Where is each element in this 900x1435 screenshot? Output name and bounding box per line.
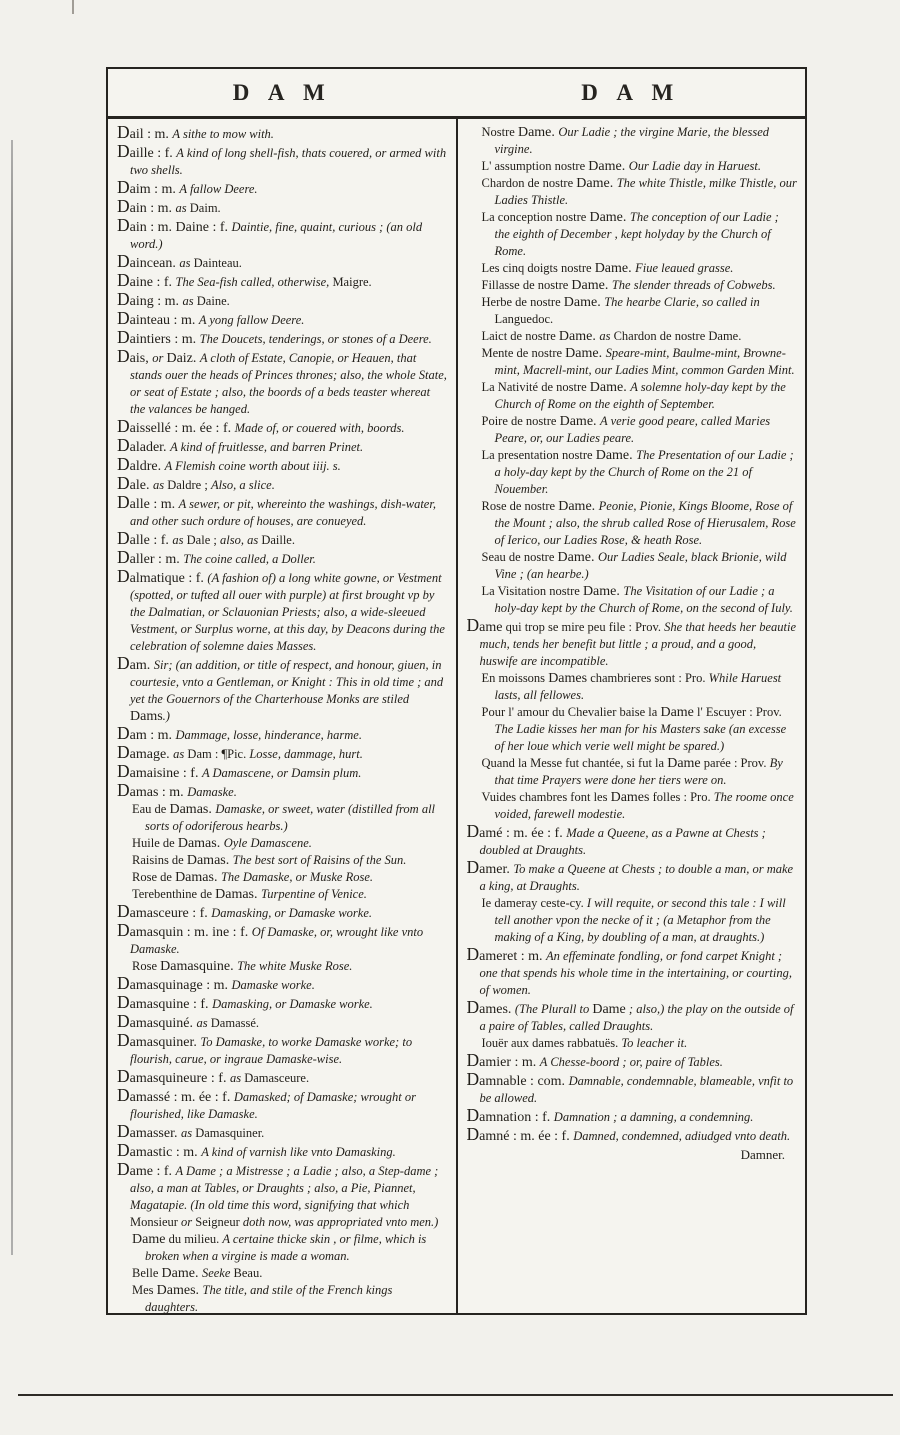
entry-gloss: A Flemish coine worth about iiij. s. xyxy=(164,459,341,473)
entry-gloss: A kind of fruitlesse, and barren Prinet. xyxy=(170,440,364,454)
entry-gloss: The title, and stile of the French kings daughters. xyxy=(145,1283,393,1313)
dictionary-entry xyxy=(117,975,448,994)
dictionary-entry xyxy=(132,801,448,835)
entry-gloss: Made of, or couered with, boords. xyxy=(234,421,405,435)
entry-gloss: Fiue leaued grasse. xyxy=(635,261,734,275)
entry-gloss: as xyxy=(196,1016,211,1030)
entry-term: Damas. xyxy=(177,836,224,851)
entry-gloss: To Damaske, to worke Damaske worke; to flourish, carue, or ingraue Damaske-wise. xyxy=(130,1035,413,1066)
dictionary-entry xyxy=(117,198,448,217)
dictionary-entry xyxy=(117,217,448,253)
entry-gloss: A yong fallow Deere. xyxy=(198,313,305,327)
entry-gloss: A sewer, or pit, whereinto the washings, dish-water, and other such ordure of houses, are conueyed. xyxy=(130,497,436,528)
entry-term: Dame. xyxy=(588,159,629,174)
dictionary-entry xyxy=(132,1265,448,1282)
entry-gloss: The slender threads of Cobwebs. xyxy=(611,278,776,292)
running-head-left: D A M xyxy=(232,79,332,105)
dictionary-entry xyxy=(482,328,798,345)
entry-gloss: as xyxy=(599,329,614,343)
dictionary-entry xyxy=(482,789,798,823)
entry-gloss: A Chesse-boord ; or, paire of Tables. xyxy=(539,1055,723,1069)
entry-term: Rose xyxy=(132,959,161,973)
dictionary-entry xyxy=(482,895,798,946)
entry-term: Dame. xyxy=(517,125,559,140)
entry-term: qui trop se mire peu file : Prov. xyxy=(502,620,665,634)
dictionary-entry xyxy=(467,946,798,999)
entry-term: Dalader. xyxy=(117,435,171,455)
entry-gloss: The hearbe Clarie, so called in xyxy=(604,295,760,309)
entry-term: Dame. xyxy=(557,550,598,565)
entry-gloss: Damasking, or Damaske worke. xyxy=(211,906,373,920)
entry-term: Daine. xyxy=(196,294,230,308)
entry-term: Damassé : m. ée : f. xyxy=(117,1085,234,1105)
entry-gloss: A certaine thicke skin , or filme, which is broken when a virgine is made a woman. xyxy=(145,1232,427,1263)
entry-gloss: A solemne holy-day kept by the Church of Rome on the eighth of September. xyxy=(494,380,786,411)
entry-gloss: The Sea-fish called, otherwise, xyxy=(175,275,333,289)
dictionary-entry xyxy=(117,655,448,725)
entry-gloss: A sithe to mow with. xyxy=(172,127,274,141)
entry-term: Pour l' amour du Chevalier baise la xyxy=(481,705,661,719)
entry-term: L' assumption nostre xyxy=(481,159,589,173)
entry-gloss: While Haruest lasts, all fellowes. xyxy=(494,671,782,702)
entry-gloss: Dammage, losse, hinderance, harme. xyxy=(175,728,362,742)
entry-term: Damasquineure : f. xyxy=(117,1066,230,1086)
entry-term: Damer. xyxy=(466,857,514,877)
scan-edge-artifact-left xyxy=(11,140,13,1255)
entry-term: Chardon de nostre Dame. xyxy=(613,329,742,343)
dictionary-entry xyxy=(482,294,798,328)
entry-term: Damnable : com. xyxy=(466,1069,569,1089)
column-left xyxy=(108,119,456,1313)
entry-term: Dainteau : m. xyxy=(117,308,199,328)
entry-gloss: The Doucets, tenderings, or stones of a Deere. xyxy=(199,332,432,346)
entry-term: folles : Pro. xyxy=(649,790,714,804)
entry-term: Herbe de nostre xyxy=(481,295,564,309)
entry-gloss: She that heeds her beautie much, tends her benefit but little ; a proud, and a good, huswife are incompatible. xyxy=(479,620,797,668)
entry-gloss: I will requite, or second this tale : I will tell another vpon the necke of it ; (a Metaphor from the making of a King, by doubling of a man, at draughts.) xyxy=(494,896,786,944)
entry-term: Daim. xyxy=(189,201,221,215)
entry-gloss: Damasked; of Damaske; wrought or flourished, like Damaske. xyxy=(130,1090,416,1121)
entry-gloss: A kind of long shell-fish, thats couered, or armed with two shells. xyxy=(130,146,447,177)
entry-term: Dame xyxy=(660,705,694,720)
entry-term: Daldre. xyxy=(117,454,165,474)
entry-gloss: as xyxy=(180,1126,196,1140)
text-columns xyxy=(108,119,805,1313)
dictionary-entry xyxy=(117,291,448,310)
entry-gloss: To leacher it. xyxy=(621,1036,688,1050)
entry-term: Damasceure. xyxy=(244,1071,310,1085)
entry-term: Iouër aux dames rabbatuës. xyxy=(481,1036,622,1050)
entry-gloss: Losse, dammage, hurt. xyxy=(249,747,363,761)
entry-term: Dalle : f. xyxy=(117,528,173,548)
entry-term: Dame. xyxy=(589,210,630,225)
dictionary-entry xyxy=(467,823,798,859)
entry-term: Damas. xyxy=(186,853,233,868)
entry-gloss: as xyxy=(175,201,190,215)
entry-gloss: Our Ladie day in Haruest. xyxy=(628,159,761,173)
entry-term: La conception nostre xyxy=(481,210,590,224)
running-head-right: D A M xyxy=(581,79,681,105)
entry-gloss: as xyxy=(172,533,187,547)
dictionary-entry xyxy=(482,277,798,294)
dictionary-entry xyxy=(467,1071,798,1107)
entry-term: Rose de xyxy=(132,870,176,884)
entry-term: du milieu. xyxy=(165,1232,223,1246)
dictionary-entry xyxy=(117,725,448,744)
dictionary-entry xyxy=(482,447,798,498)
entry-gloss: A verie good peare, called Maries Peare, or, our Ladies peare. xyxy=(494,414,771,445)
entry-gloss: Damnation ; a damning, a condemning. xyxy=(553,1110,754,1124)
entry-term: La presentation nostre xyxy=(481,448,596,462)
entry-term: Dame. xyxy=(595,448,637,463)
entry-gloss: Our Ladie ; the virgine Marie, the blessed virgine. xyxy=(494,125,769,156)
entry-gloss: Made a Queene, as a Pawne at Chests ; doubled at Draughts. xyxy=(479,826,766,857)
entry-term: Dame xyxy=(466,615,503,635)
dictionary-entry xyxy=(482,158,798,175)
dictionary-entry xyxy=(117,744,448,763)
entry-term: Dames. xyxy=(156,1283,203,1298)
dictionary-entry xyxy=(467,859,798,895)
dictionary-entry xyxy=(482,175,798,209)
entry-term: Dames xyxy=(548,671,588,686)
entry-term: Daller : m. xyxy=(117,547,184,567)
entry-term: Dame. xyxy=(565,346,606,361)
entry-term: Damasser. xyxy=(117,1121,181,1141)
entry-term: Nostre xyxy=(481,125,518,139)
dictionary-entry xyxy=(117,329,448,348)
entry-gloss: Damnable, condemnable, blameable, vnfit to be allowed. xyxy=(479,1074,794,1105)
entry-gloss: The conception of our Ladie ; the eighth of December , kept holyday by the Church of Rome. xyxy=(494,210,779,258)
dictionary-entry xyxy=(482,124,798,158)
entry-term: Damasquiner. xyxy=(195,1126,265,1140)
entry-term: Damasquine. xyxy=(160,959,238,974)
dictionary-entry xyxy=(132,835,448,852)
entry-term: Damasceure : f. xyxy=(117,901,212,921)
entry-term: Dame. xyxy=(594,261,636,276)
catchword: Damner. xyxy=(740,1147,785,1162)
entry-term: Dame xyxy=(667,756,701,771)
entry-gloss: The Damaske, or Muske Rose. xyxy=(220,870,374,884)
entry-gloss: Speare-mint, Baulme-mint, Browne-mint, Macrell-mint, our Ladies Mint, common Garden Mint. xyxy=(494,346,795,377)
dictionary-entry xyxy=(482,498,798,549)
entry-term: chambrieres sont : Pro. xyxy=(587,671,709,685)
dictionary-entry xyxy=(132,852,448,869)
entry-term: Dam. xyxy=(117,653,154,673)
entry-term: Damas. xyxy=(215,887,262,902)
entry-gloss: The roome once voided, farewell modestie. xyxy=(494,790,794,821)
entry-term: Terebenthine de xyxy=(132,887,216,901)
entry-gloss: The white Thistle, milke Thistle, our Ladies Thistle. xyxy=(494,176,797,207)
entry-term: Damastic : m. xyxy=(117,1140,202,1160)
entry-gloss: A Damascene, or Damsin plum. xyxy=(201,766,362,780)
dictionary-entry xyxy=(117,782,448,801)
dictionary-entry xyxy=(117,903,448,922)
entry-gloss: as xyxy=(229,1071,245,1085)
dictionary-entry xyxy=(117,418,448,437)
dictionary-entry xyxy=(482,583,798,617)
entry-term: Seigneur xyxy=(195,1215,240,1229)
entry-term: Huile de xyxy=(132,836,178,850)
entry-term: Dain : m. xyxy=(117,196,176,216)
dictionary-entry xyxy=(482,670,798,704)
entry-gloss: Damaske worke. xyxy=(231,978,315,992)
dictionary-entry xyxy=(117,549,448,568)
entry-gloss: (The Plurall to xyxy=(514,1002,593,1016)
entry-gloss: Of Damaske, or, wrought like vnto Damaske. xyxy=(130,925,424,956)
dictionary-entry xyxy=(117,1123,448,1142)
entry-gloss: Damned, condemned, adiudged vnto death. xyxy=(573,1129,791,1143)
entry-term: Damnation : f. xyxy=(466,1105,554,1125)
entry-term: ¶Pic. xyxy=(221,747,250,761)
entry-term: Mente de nostre xyxy=(481,346,566,360)
dictionary-entry xyxy=(117,143,448,179)
entry-term: Dame. xyxy=(571,278,612,293)
page-frame xyxy=(106,67,807,1315)
entry-term: Dame. xyxy=(559,414,601,429)
dictionary-entry xyxy=(117,763,448,782)
entry-term: Les cinq doigts nostre xyxy=(481,261,595,275)
entry-term: Ie dameray ceste-cy. xyxy=(481,896,587,910)
entry-term: Languedoc. xyxy=(494,312,554,326)
entry-gloss: ; also,) the play on the outside of a paire of Tables, called Draughts. xyxy=(479,1002,794,1033)
entry-term: Damasquinage : m. xyxy=(117,973,232,993)
entry-term: Daissellé : m. ée : f. xyxy=(117,416,235,436)
entry-term: Damasquin : m. ine : f. xyxy=(117,920,252,940)
running-head-row xyxy=(108,69,805,119)
entry-term: Raisins de xyxy=(132,853,187,867)
entry-gloss: or xyxy=(152,351,167,365)
dictionary-entry xyxy=(117,1068,448,1087)
entry-gloss: By that time Prayers were done her tiers were on. xyxy=(494,756,783,787)
entry-gloss: .) xyxy=(162,709,170,723)
entry-term: Dale ; xyxy=(186,533,220,547)
dictionary-entry xyxy=(117,568,448,655)
entry-term: Daiz. xyxy=(166,351,200,366)
entry-term: Rose de nostre xyxy=(481,499,559,513)
entry-gloss: A fallow Deere. xyxy=(179,182,258,196)
entry-term: Damas : m. xyxy=(117,780,188,800)
entry-term: Dainteau. xyxy=(193,256,242,270)
entry-term: Quand la Messe fut chantée, si fut la xyxy=(481,756,668,770)
dictionary-entry xyxy=(482,549,798,583)
entry-gloss: as xyxy=(182,294,197,308)
dictionary-entry xyxy=(132,958,448,975)
entry-term: Dames xyxy=(610,790,650,805)
entry-term: Beau. xyxy=(233,1266,263,1280)
dictionary-entry xyxy=(467,1107,798,1126)
entry-term: Daille. xyxy=(261,533,295,547)
entry-term: Chardon de nostre xyxy=(481,176,577,190)
entry-term: Dame. xyxy=(558,499,599,514)
entry-term: Damas. xyxy=(169,802,216,817)
entry-term: Dams xyxy=(130,709,163,724)
entry-term: Damage. xyxy=(117,742,174,762)
entry-gloss: Damaske. xyxy=(187,785,237,799)
entry-gloss: Sir; (an addition, or title of respect, and honour, giuen, in courtesie, vnto a Gentleman, or Knight : This in old time ; and yet the Gouernors of the Charterhouse Monks are stiled xyxy=(130,658,444,706)
entry-term: Dame xyxy=(592,1002,626,1017)
dictionary-entry xyxy=(117,456,448,475)
entry-term: Dain : m. Daine : f. xyxy=(117,215,232,235)
dictionary-entry xyxy=(117,475,448,494)
dictionary-entry xyxy=(467,1052,798,1071)
entry-term: Monsieur xyxy=(130,1215,178,1229)
entry-gloss: An effeminate fondling, or fond carpet Knight ; one that spends his whole time in the intertaining, or courting, of women. xyxy=(479,949,792,997)
entry-term: Dais, xyxy=(117,346,153,366)
entry-term: Dale. xyxy=(117,473,153,493)
entry-term: Seau de nostre xyxy=(481,550,558,564)
entry-term: Laict de nostre xyxy=(481,329,559,343)
dictionary-entry xyxy=(117,1087,448,1123)
entry-term: Dame : f. xyxy=(117,1159,176,1179)
dictionary-entry xyxy=(482,704,798,755)
entry-term: Daintiers : m. xyxy=(117,327,200,347)
dictionary-entry xyxy=(467,617,798,670)
entry-term: Damasquine : f. xyxy=(117,992,213,1012)
entry-term: Poire de nostre xyxy=(481,414,560,428)
entry-term: Damasquiné. xyxy=(117,1011,197,1031)
entry-term: Dame. xyxy=(558,329,600,344)
entry-term: Daim : m. xyxy=(117,177,180,197)
column-right xyxy=(456,119,806,1313)
entry-term: Dalmatique : f. xyxy=(117,566,208,586)
dictionary-entry xyxy=(482,755,798,789)
entry-term: Fillasse de nostre xyxy=(481,278,572,292)
dictionary-entry xyxy=(132,869,448,886)
entry-gloss: A Dame ; a Mistresse ; a Ladie ; also, a Step-dame ; also, a man at Tables, or Draughts ; also, a Pie, Piannet, Magatapie. (In old time this word, signifying that which xyxy=(130,1164,439,1212)
entry-term: Dalle : m. xyxy=(117,492,179,512)
entry-gloss: Damasking, or Damaske worke. xyxy=(212,997,373,1011)
entry-term: La Visitation nostre xyxy=(481,584,583,598)
entry-gloss: Oyle Damascene. xyxy=(223,836,312,850)
dictionary-entry xyxy=(117,124,448,143)
entry-term: Dame xyxy=(132,1232,166,1247)
entry-gloss: (A fashion of) a long white gowne, or Vestment (spotted, or tufted all ouer with purple) at first brought vp by the Dalmatian, or Sclauonian Priests; also, a wide-sleeued Vestment, or Surplus worne, at this day, by Deacons during the celebration of solemne daies Masses. xyxy=(130,571,445,653)
entry-term: Dail : m. xyxy=(117,122,173,142)
dictionary-entry xyxy=(482,1035,798,1052)
entry-term: Mes xyxy=(132,1283,157,1297)
entry-term: Damas. xyxy=(175,870,221,885)
entry-term: parée : Prov. xyxy=(700,756,770,770)
entry-term: La Nativité de nostre xyxy=(481,380,590,394)
entry-term: Maigre. xyxy=(332,275,372,289)
dictionary-entry xyxy=(117,348,448,418)
entry-term: Dameret : m. xyxy=(466,944,547,964)
entry-term: Damasquiner. xyxy=(117,1030,201,1050)
dictionary-entry xyxy=(482,345,798,379)
dictionary-entry xyxy=(117,272,448,291)
dictionary-entry xyxy=(117,1161,448,1231)
entry-term: Damier : m. xyxy=(466,1050,540,1070)
entry-term: Dam : xyxy=(187,747,222,761)
entry-term: Damné : m. ée : f. xyxy=(466,1124,574,1144)
entry-gloss: Peonie, Pionie, Kings Bloome, Rose of the Mount ; also, the shrub called Rose of Hierusalem, Rose of Ierico, our Ladies Rose, & heath Rose. xyxy=(494,499,796,547)
dictionary-entry xyxy=(482,379,798,413)
dictionary-entry xyxy=(467,1126,798,1145)
entry-term: Belle xyxy=(132,1266,162,1280)
entry-gloss: or xyxy=(177,1215,196,1229)
entry-gloss: The best sort of Raisins of the Sun. xyxy=(232,853,407,867)
entry-gloss: as xyxy=(179,256,194,270)
entry-gloss: To make a Queene at Chests ; to double a man, or make a king, at Draughts. xyxy=(479,862,794,893)
entry-gloss: A cloth of Estate, Canopie, or Heauen, that stands ouer the heads of Princes thrones; also, the whole State, or seat of Estate ; also, the boords of a beds teaster whereat the valances be hanged. xyxy=(130,351,447,416)
entry-term: Damassé. xyxy=(210,1016,260,1030)
scan-edge-artifact-top xyxy=(72,0,74,14)
dictionary-entry xyxy=(467,999,798,1035)
entry-gloss: as xyxy=(152,478,168,492)
dictionary-entry xyxy=(117,494,448,530)
entry-term: Vuides chambres font les xyxy=(481,790,611,804)
entry-gloss: The Presentation of our Ladie ; a holy-day kept by the Church of Rome on the 21 of Nouember. xyxy=(494,448,794,496)
entry-term: Damaisine : f. xyxy=(117,761,202,781)
dictionary-entry xyxy=(117,253,448,272)
entry-gloss: Turpentine of Venice. xyxy=(261,887,367,901)
entry-gloss: doth now, was appropriated vnto men.) xyxy=(239,1215,439,1229)
entry-gloss: The Visitation of our Ladie ; a holy-day kept by the Church of Rome, on the second of Iuly. xyxy=(494,584,793,615)
entry-term: En moissons xyxy=(481,671,549,685)
entry-term: Daing : m. xyxy=(117,289,183,309)
entry-term: Dame. xyxy=(161,1266,202,1281)
entry-gloss: A kind of varnish like vnto Damasking. xyxy=(201,1145,396,1159)
entry-term: Daincean. xyxy=(117,251,180,271)
dictionary-entry xyxy=(117,1032,448,1068)
entry-term: Dame. xyxy=(582,584,624,599)
entry-gloss: Also, a slice. xyxy=(210,478,275,492)
dictionary-entry xyxy=(132,886,448,903)
entry-term: Dame. xyxy=(563,295,605,310)
dictionary-entry xyxy=(132,1231,448,1265)
dictionary-entry xyxy=(117,1142,448,1161)
dictionary-entry xyxy=(117,922,448,958)
entry-gloss: as xyxy=(173,747,188,761)
entry-gloss: also, as xyxy=(219,533,262,547)
entry-term: Damé : m. ée : f. xyxy=(466,821,567,841)
dictionary-entry xyxy=(117,994,448,1013)
entry-gloss: The Ladie kisses her man for his Masters sake (an excesse of her loue which verie well might be spared.) xyxy=(494,722,787,753)
entry-gloss: Seeke xyxy=(201,1266,234,1280)
dictionary-entry xyxy=(482,209,798,260)
dictionary-entry xyxy=(117,310,448,329)
entry-term: Daille : f. xyxy=(117,141,177,161)
dictionary-entry xyxy=(482,260,798,277)
entry-gloss: Daintie, fine, quaint, curious ; (an old word.) xyxy=(130,220,423,251)
entry-term: Dam : m. xyxy=(117,723,176,743)
entry-term: Dame. xyxy=(589,380,631,395)
entry-gloss: The white Muske Rose. xyxy=(237,959,353,973)
dictionary-entry xyxy=(482,413,798,447)
dictionary-entry xyxy=(117,437,448,456)
entry-term: l' Escuyer : Prov. xyxy=(693,705,782,719)
entry-term: Daldre ; xyxy=(167,478,211,492)
dictionary-entry xyxy=(117,530,448,549)
entry-term: Dames. xyxy=(466,997,515,1017)
dictionary-entry xyxy=(117,1013,448,1032)
entry-gloss: The coine called, a Doller. xyxy=(183,552,316,566)
entry-gloss: Our Ladies Seale, black Brionie, wild Vine ; (an hearbe.) xyxy=(494,550,787,581)
entry-term: Eau de xyxy=(132,802,170,816)
dictionary-entry xyxy=(117,179,448,198)
entry-gloss: Damaske, or sweet, water (distilled from all sorts of odoriferous hearbs.) xyxy=(145,802,436,833)
entry-term: Dame. xyxy=(576,176,617,191)
dictionary-entry xyxy=(132,1282,448,1313)
entry-term: Daine : f. xyxy=(117,270,176,290)
scan-edge-artifact-bottom xyxy=(18,1394,893,1396)
